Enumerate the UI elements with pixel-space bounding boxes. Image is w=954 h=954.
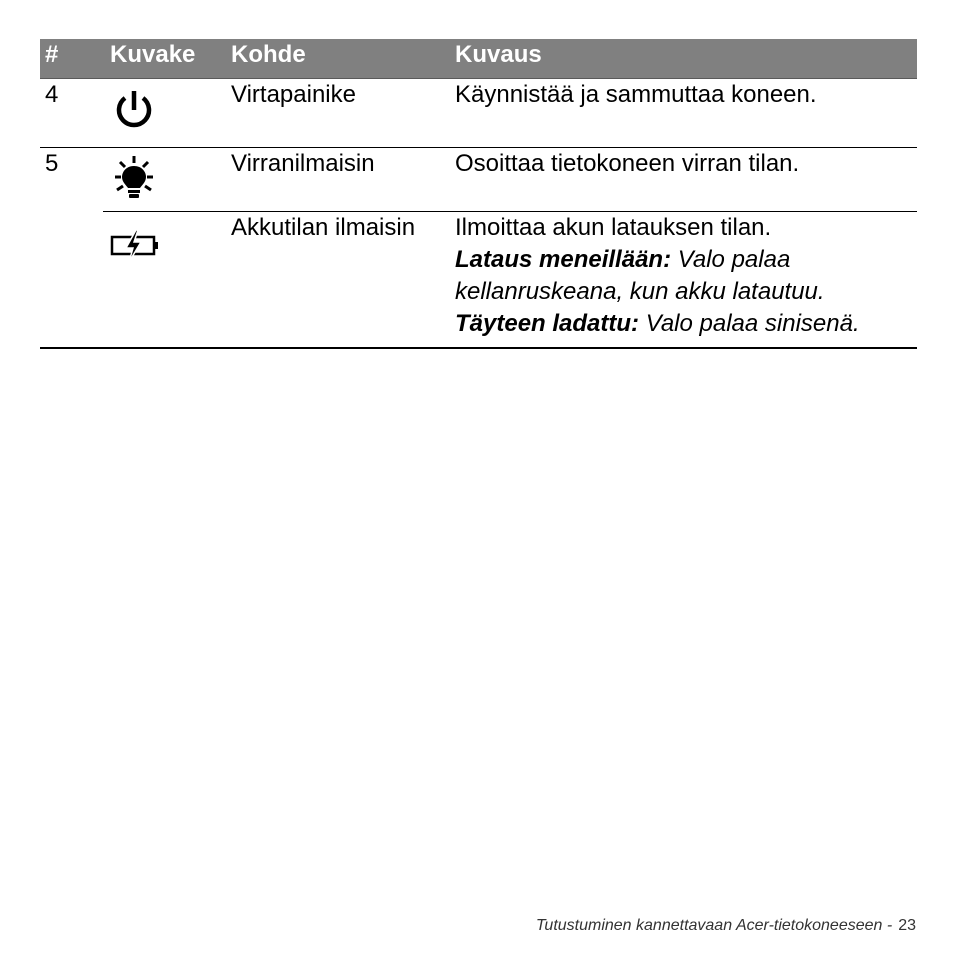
battery-charging-icon <box>110 229 160 268</box>
header-description: Kuvaus <box>455 41 542 68</box>
row-number: 5 <box>45 150 59 177</box>
power-icon <box>112 88 156 139</box>
charging-text-continued: kellanruskeana, kun akku latautuu. <box>455 278 825 305</box>
charging-status-line <box>455 244 860 276</box>
row-number: 4 <box>45 81 59 108</box>
page-number: 23 <box>898 917 916 934</box>
header-item: Kohde <box>231 41 306 68</box>
components-table <box>40 39 917 348</box>
row-description <box>455 212 860 340</box>
row-description: Osoittaa tietokoneen virran tilan. <box>455 150 800 177</box>
row-description: Käynnistää ja sammuttaa koneen. <box>455 81 817 108</box>
row-item: Virranilmaisin <box>231 150 375 177</box>
page-footer <box>536 917 916 935</box>
table-bottom-rule <box>40 347 917 349</box>
header-icon: Kuvake <box>110 41 196 68</box>
full-text: Valo palaa sinisenä. <box>645 310 860 337</box>
full-status-line <box>455 308 860 340</box>
full-label: Täyteen ladattu: <box>455 310 640 337</box>
table-row <box>40 212 917 348</box>
table-row <box>40 79 917 148</box>
charging-label: Lataus meneillään: <box>455 246 672 273</box>
row-item: Virtapainike <box>231 81 356 108</box>
table-row <box>40 148 917 212</box>
light-bulb-icon <box>112 156 158 207</box>
row-item: Akkutilan ilmaisin <box>231 214 416 241</box>
footer-title: Tutustuminen kannettavaan Acer-tietokoneeseen - <box>535 917 893 934</box>
table-header <box>40 39 917 79</box>
header-number: # <box>45 41 59 68</box>
charging-text: Valo palaa <box>677 246 791 273</box>
description-line: Ilmoittaa akun latauksen tilan. <box>455 214 772 241</box>
